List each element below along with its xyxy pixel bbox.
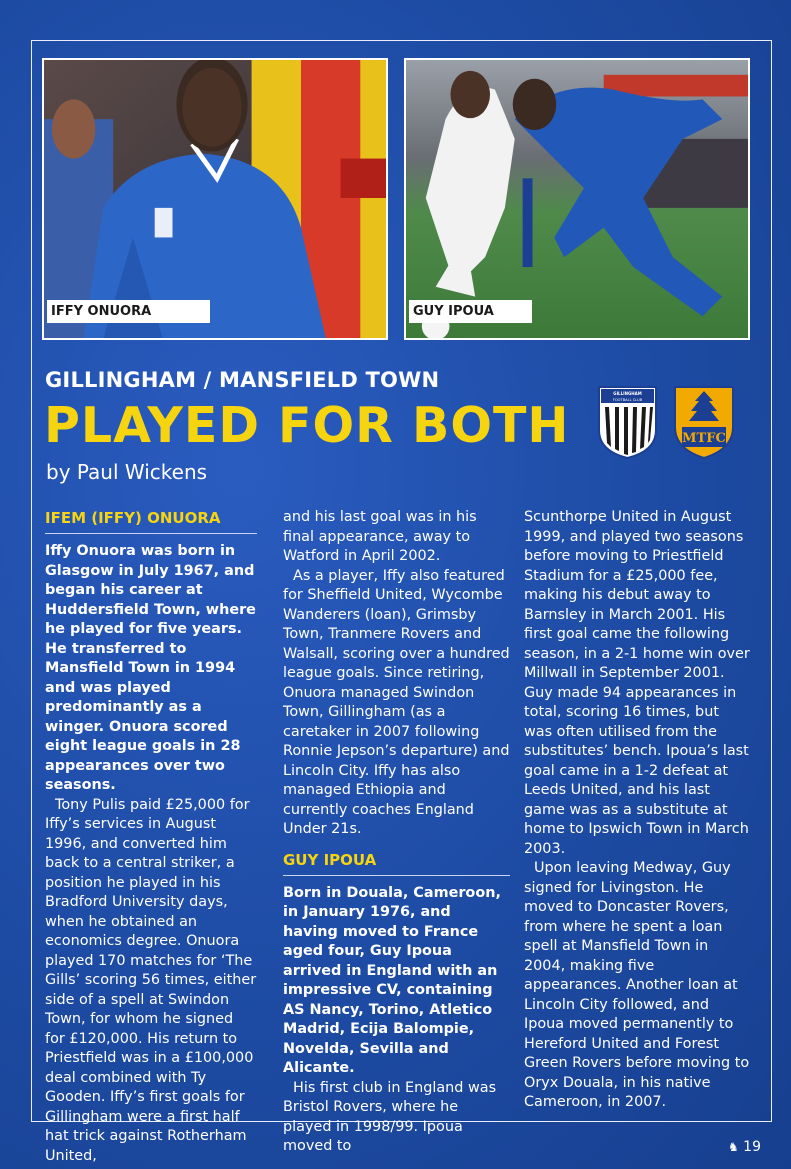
- article-byline: by Paul Wickens: [46, 460, 208, 484]
- article-column-2: [283, 508, 510, 1157]
- gillingham-horse-icon: ♞: [727, 1140, 739, 1154]
- svg-text:FOOTBALL CLUB: FOOTBALL CLUB: [612, 398, 643, 402]
- section-heading-iffy: IFEM (IFFY) ONUORA: [45, 508, 257, 534]
- svg-text:GILLINGHAM: GILLINGHAM: [613, 391, 642, 396]
- page-number-text: 19: [743, 1139, 761, 1155]
- page-number: [728, 1139, 761, 1155]
- article-headline: PLAYED FOR BOTH: [44, 397, 570, 454]
- photo-guy-ipoua: [404, 58, 750, 340]
- photo-iffy-image: [44, 60, 386, 338]
- article-column-3: [524, 508, 750, 1113]
- photo-iffy-onuora: [42, 58, 388, 340]
- article-column-1: [45, 508, 257, 1166]
- iffy-career-paragraph: As a player, Iffy also featured for Sheffield United, Wycombe Wanderers (loan), Grimsby Town, Tranmere Rovers and Walsall, scoring over a hundred league goals. Since retiring, Onuora managed Swindon Town, Gillingham (as a caretaker in 2007 following Ronnie Jepson’s departure) and Lincoln City. Iffy has also managed Ethiopia and currently coaches England Under 21s.: [283, 567, 510, 837]
- mansfield-crest-icon: [673, 385, 735, 460]
- iffy-continued-paragraph: and his last goal was in his final appearance, away to Watford in April 2002.: [283, 509, 477, 564]
- svg-text:MTFC: MTFC: [682, 431, 726, 446]
- photo-caption-iffy: IFFY ONUORA: [47, 300, 210, 323]
- section-heading-guy: GUY IPOUA: [283, 850, 510, 876]
- photo-caption-guy: GUY IPOUA: [409, 300, 532, 323]
- article-kicker: GILLINGHAM / MANSFIELD TOWN: [45, 368, 440, 392]
- guy-continued-paragraph: Scunthorpe United in August 1999, and played two seasons before moving to Priestfield Stadium for a £25,000 fee, making his debut away to Barnsley in March 2001. His first goal came the following season, in a 2-1 home win over Millwall in September 2001. Guy made 94 appearances in total, scoring 16 times, but was often utilised from the substitutes’ bench. Ipoua’s last goal came in a 1-2 defeat at Leeds United, and his last game was as a substitute at home to Ipswich Town in March 2003.: [524, 509, 750, 857]
- photo-guy-image: [406, 60, 748, 338]
- gillingham-crest-icon: [597, 385, 658, 460]
- iffy-intro-paragraph: Iffy Onuora was born in Glasgow in July 1967, and began his career at Huddersfield Town, where he played for five years. He transferred to Mansfield Town in 1994 and was played predominantly as a winger. Onuora scored eight league goals in 28 appearances over two seasons.: [45, 543, 256, 793]
- guy-body-paragraph: His first club in England was Bristol Rovers, where he played in 1998/99. Ipoua moved to: [283, 1079, 497, 1154]
- iffy-body-paragraph: Tony Pulis paid £25,000 for Iffy’s services in August 1996, and converted him back to a central striker, a position he played in his Bradford University days, when he obtained an economics degree. Onuora played 170 matches for ‘The Gills’ scoring 56 times, either side of a spell at Swindon Town, for whom he signed for £120,000. His return to Priestfield was in a £100,000 deal combined with Ty Gooden. Iffy’s first goals for Gillingham were a first half hat trick against Rotherham United,: [45, 796, 257, 1164]
- guy-intro-paragraph: Born in Douala, Cameroon, in January 1976, and having moved to France aged four, Guy Ipoua arrived in England with an impressive CV, containing AS Nancy, Torino, Atletico Madrid, Ecija Balompie, Novelda, Sevilla and Alicante.: [283, 884, 501, 1076]
- guy-later-career-paragraph: Upon leaving Medway, Guy signed for Livingston. He moved to Doncaster Rovers, from where he spent a loan spell at Mansfield Town in 2004, making five appearances. Another loan at Lincoln City followed, and Ipoua moved permanently to Hereford United and Forest Green Rovers before moving to Oryx Douala, in his native Cameroon, in 2007.: [524, 860, 750, 1110]
